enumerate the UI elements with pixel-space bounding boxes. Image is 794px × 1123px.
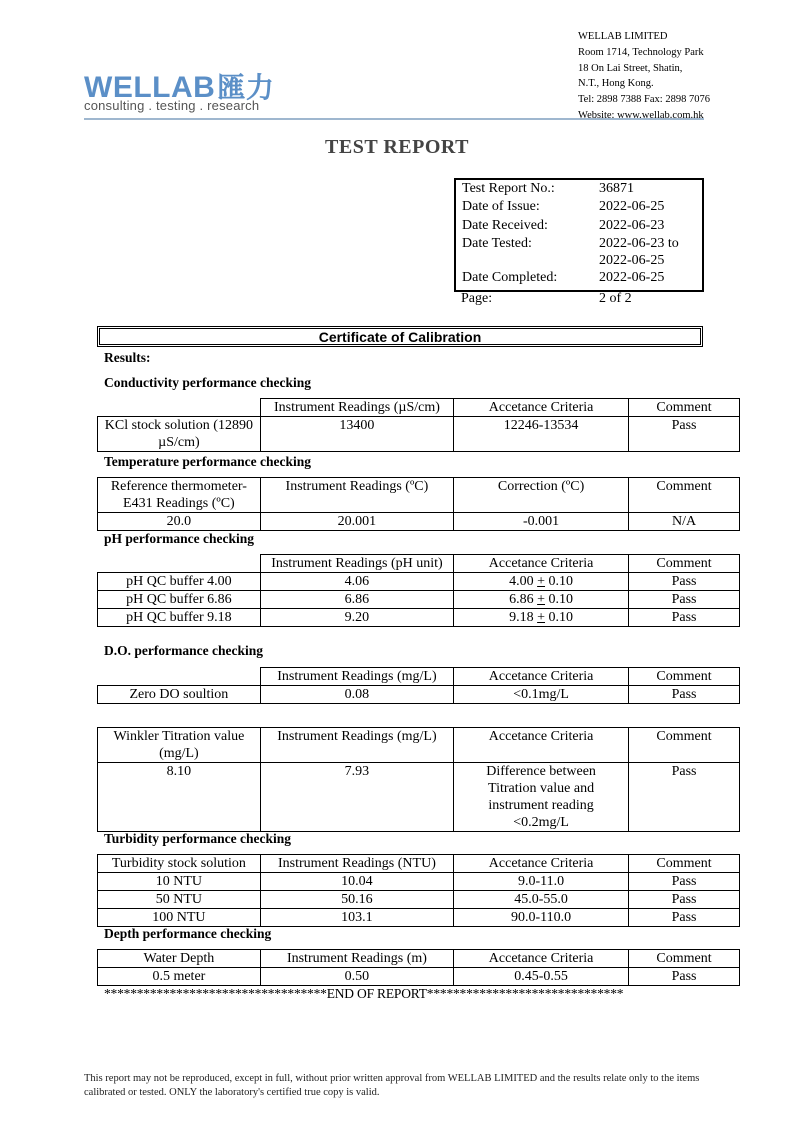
- table-cell: [98, 399, 261, 417]
- report-title: TEST REPORT: [325, 136, 469, 158]
- table-header-cell: Correction (ºC): [454, 478, 629, 513]
- table-cell: pH QC buffer 9.18: [98, 609, 261, 627]
- table-header-cell: Instrument Readings (µS/cm): [260, 399, 453, 417]
- plus-minus-symbol: +: [537, 592, 546, 607]
- info-label: Date Tested:: [462, 236, 532, 251]
- table-header-cell: Accetance Criteria: [454, 950, 629, 968]
- table-row: [98, 873, 740, 891]
- criteria-tolerance: 0.10: [548, 592, 574, 607]
- table-header-cell: Instrument Readings (NTU): [260, 855, 453, 873]
- table-header-cell: Water Depth: [98, 950, 261, 968]
- table-row: [98, 573, 740, 591]
- table-cell: 90.0-110.0: [454, 909, 629, 927]
- end-of-report-line: **********************************END OF REPORT******************************: [104, 986, 624, 1001]
- table-cell: 8.10: [98, 763, 261, 832]
- table-row: [98, 591, 740, 609]
- table-header-row: [98, 855, 740, 873]
- table-cell: 45.0-55.0: [454, 891, 629, 909]
- certificate-banner: [97, 326, 703, 347]
- table-header-cell: Accetance Criteria: [454, 668, 629, 686]
- table-header-cell: Accetance Criteria: [454, 728, 629, 763]
- table-row: [98, 968, 740, 986]
- table-header-row: [98, 728, 740, 763]
- certificate-title: Certificate of Calibration: [318, 329, 482, 345]
- table-cell: 4.06: [260, 573, 453, 591]
- table-cell: Pass: [629, 686, 740, 704]
- logo-chinese-name: 匯力: [217, 72, 275, 103]
- table-cell: 20.0: [98, 513, 261, 531]
- table-cell: 6.86: [260, 591, 453, 609]
- report-number: 36871: [599, 181, 634, 196]
- table-header-cell: Winkler Titration value (mg/L): [98, 728, 261, 763]
- footer-disclaimer: This report may not be reproduced, except in full, without prior written approval from WELLAB LIMITED and the results relate only to the items calibrated or tested. ONLY the laboratory's certified true copy is valid.: [84, 1073, 700, 1098]
- table-row: [98, 763, 740, 832]
- table-header-cell: Instrument Readings (pH unit): [260, 555, 453, 573]
- table-cell: Pass: [629, 909, 740, 927]
- table-cell: [98, 668, 261, 686]
- page-label: Page:: [461, 291, 493, 306]
- info-label: Date Received:: [462, 218, 548, 233]
- table-cell: [454, 573, 629, 591]
- page-number: 2 of 2: [599, 291, 632, 306]
- table-cell: 9.20: [260, 609, 453, 627]
- table-cell: 9.0-11.0: [454, 873, 629, 891]
- temperature-table: [97, 477, 740, 531]
- table-header-row: [98, 668, 740, 686]
- plus-minus-symbol: +: [537, 610, 546, 625]
- table-row: [98, 417, 740, 452]
- tested-date-start: 2022-06-23 to: [599, 236, 679, 251]
- table-cell: KCl stock solution (12890 µS/cm): [98, 417, 261, 452]
- table-row: [98, 686, 740, 704]
- conductivity-table: [97, 398, 740, 452]
- table-cell: Pass: [629, 591, 740, 609]
- company-name: WELLAB LIMITED: [578, 31, 668, 42]
- table-header-row: [98, 555, 740, 573]
- table-header-cell: Accetance Criteria: [454, 399, 629, 417]
- table-cell: 13400: [260, 417, 453, 452]
- table-header-cell: Comment: [629, 855, 740, 873]
- table-header-cell: Instrument Readings (m): [260, 950, 453, 968]
- table-header-row: [98, 950, 740, 968]
- table-cell: 103.1: [260, 909, 453, 927]
- criteria-value: 4.00: [509, 574, 534, 589]
- received-date: 2022-06-23: [599, 218, 665, 233]
- table-cell: N/A: [629, 513, 740, 531]
- criteria-tolerance: 0.10: [548, 574, 574, 589]
- info-label: Date Completed:: [462, 270, 558, 285]
- company-address-block: [578, 29, 710, 124]
- table-cell: <0.1mg/L: [454, 686, 629, 704]
- report-info-box: [454, 178, 704, 292]
- table-header-cell: Instrument Readings (mg/L): [260, 668, 453, 686]
- table-cell: 10.04: [260, 873, 453, 891]
- criteria-value: 9.18: [509, 610, 534, 625]
- address-line: Room 1714, Technology Park: [578, 46, 704, 58]
- table-cell: [454, 609, 629, 627]
- table-cell: 0.50: [260, 968, 453, 986]
- ph-table: [97, 554, 740, 627]
- section-heading-conductivity: Conductivity performance checking: [104, 375, 311, 390]
- table-cell: Difference between Titration value and instrument reading <0.2mg/L: [454, 763, 629, 832]
- table-cell: -0.001: [454, 513, 629, 531]
- table-header-cell: Comment: [629, 478, 740, 513]
- phone-fax: Tel: 2898 7388 Fax: 2898 7076: [578, 94, 710, 106]
- table-cell: Pass: [629, 763, 740, 832]
- table-header-cell: Reference thermometer-E431 Readings (ºC): [98, 478, 261, 513]
- turbidity-table: [97, 854, 740, 927]
- table-cell: 0.5 meter: [98, 968, 261, 986]
- table-header-cell: Comment: [629, 555, 740, 573]
- logo-tagline: consulting . testing . research: [84, 98, 260, 113]
- plus-minus-symbol: +: [537, 574, 546, 589]
- table-cell: Zero DO soultion: [98, 686, 261, 704]
- table-header-cell: Instrument Readings (mg/L): [260, 728, 453, 763]
- address-line: 18 On Lai Street, Shatin,: [578, 62, 683, 74]
- results-label: Results:: [104, 350, 151, 365]
- info-label: Test Report No.:: [462, 181, 555, 196]
- table-cell: pH QC buffer 4.00: [98, 573, 261, 591]
- table-header-cell: Comment: [629, 399, 740, 417]
- address-line: N.T., Hong Kong.: [578, 78, 654, 90]
- table-header-cell: Comment: [629, 950, 740, 968]
- table-cell: Pass: [629, 873, 740, 891]
- table-cell: [454, 591, 629, 609]
- table-cell: Pass: [629, 417, 740, 452]
- completed-date: 2022-06-25: [599, 270, 665, 285]
- table-row: [98, 891, 740, 909]
- table-cell: 0.08: [260, 686, 453, 704]
- table-row: [98, 609, 740, 627]
- tested-date-end: 2022-06-25: [599, 253, 665, 268]
- table-cell: 50 NTU: [98, 891, 261, 909]
- table-header-cell: Accetance Criteria: [454, 855, 629, 873]
- winkler-table: [97, 727, 740, 832]
- table-cell: 50.16: [260, 891, 453, 909]
- issue-date: 2022-06-25: [599, 199, 665, 214]
- table-header-cell: Turbidity stock solution: [98, 855, 261, 873]
- website: Website: www.wellab.com.hk: [578, 109, 704, 121]
- table-row: [98, 513, 740, 531]
- section-heading-depth: Depth performance checking: [104, 926, 272, 941]
- table-header-cell: Comment: [629, 728, 740, 763]
- table-cell: 20.001: [260, 513, 453, 531]
- table-header-row: [98, 399, 740, 417]
- table-cell: Pass: [629, 968, 740, 986]
- section-heading-ph: pH performance checking: [104, 531, 254, 546]
- table-cell: 10 NTU: [98, 873, 261, 891]
- table-cell: Pass: [629, 573, 740, 591]
- do-table: [97, 667, 740, 704]
- section-heading-turbidity: Turbidity performance checking: [104, 831, 291, 846]
- table-header-row: [98, 478, 740, 513]
- table-header-cell: Accetance Criteria: [454, 555, 629, 573]
- section-heading-do: D.O. performance checking: [104, 643, 263, 658]
- table-cell: Pass: [629, 609, 740, 627]
- info-label: Date of Issue:: [462, 199, 540, 214]
- table-header-cell: Comment: [629, 668, 740, 686]
- section-heading-temperature: Temperature performance checking: [104, 454, 311, 469]
- depth-table: [97, 949, 740, 986]
- logo-wordmark: WELLAB: [84, 71, 216, 104]
- table-cell: [98, 555, 261, 573]
- table-cell: Pass: [629, 891, 740, 909]
- table-row: [98, 909, 740, 927]
- table-cell: 7.93: [260, 763, 453, 832]
- table-cell: 100 NTU: [98, 909, 261, 927]
- table-cell: 0.45-0.55: [454, 968, 629, 986]
- criteria-value: 6.86: [509, 592, 534, 607]
- criteria-tolerance: 0.10: [548, 610, 574, 625]
- table-cell: 12246-13534: [454, 417, 629, 452]
- table-cell: pH QC buffer 6.86: [98, 591, 261, 609]
- table-header-cell: Instrument Readings (ºC): [260, 478, 453, 513]
